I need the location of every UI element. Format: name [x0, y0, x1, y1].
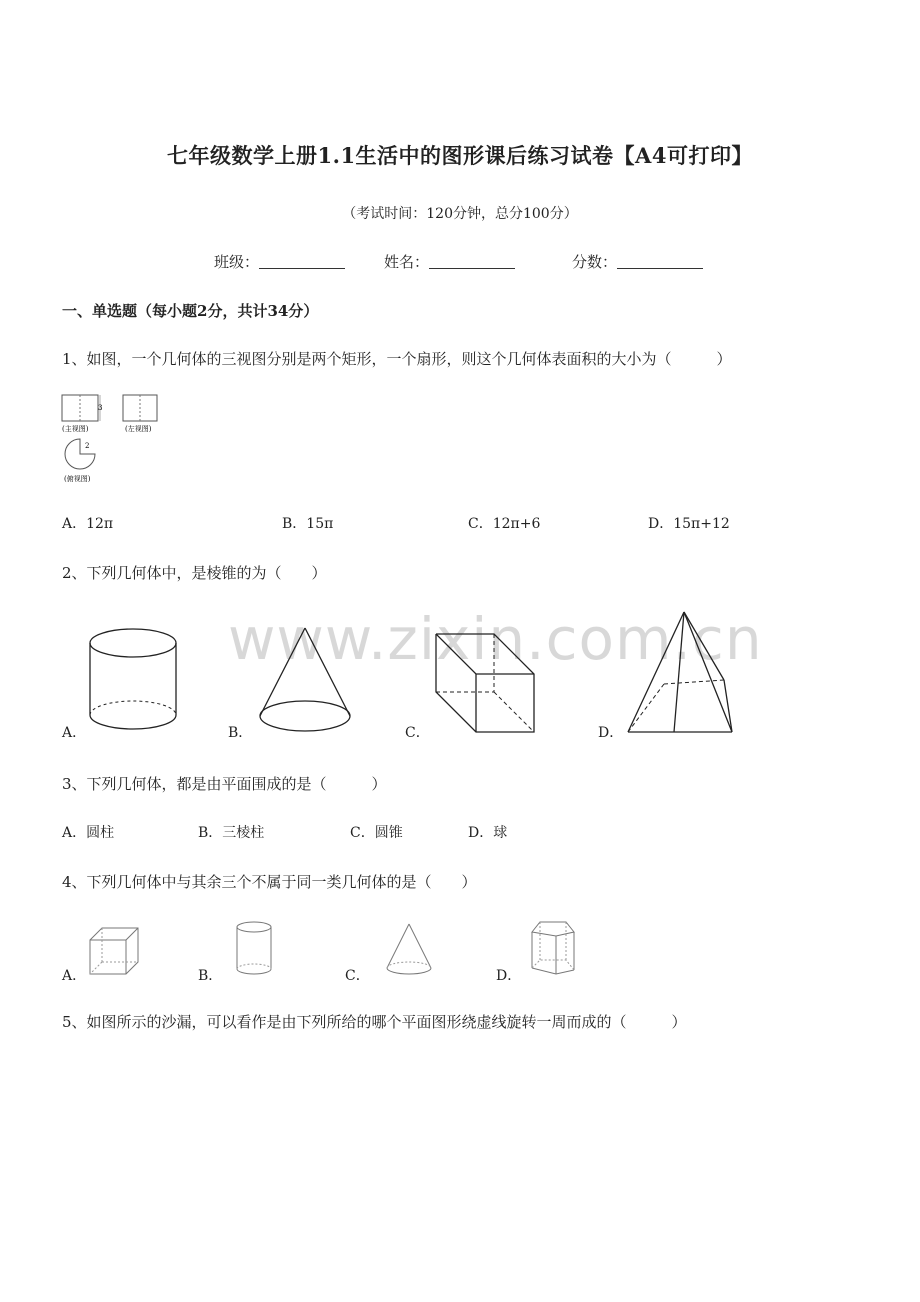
class-label: 班级： — [214, 253, 260, 271]
q3-option-d[interactable]: D．球 — [468, 825, 508, 841]
q4-option-a[interactable]: A． — [62, 968, 87, 984]
top-view-sector — [65, 439, 95, 469]
name-field[interactable] — [384, 251, 515, 272]
q1-option-c[interactable]: C．12π+6 — [468, 516, 541, 532]
front-dim-3: 3 — [98, 404, 103, 412]
class-blank[interactable] — [259, 254, 345, 269]
q1-option-d[interactable]: D．15π+12 — [648, 516, 730, 532]
q4-cylinder-figure — [234, 920, 274, 978]
class-field[interactable] — [214, 251, 345, 272]
q4-prism-figure — [530, 920, 576, 978]
score-label: 分数： — [572, 253, 618, 271]
q1-option-b[interactable]: B．15π — [282, 516, 334, 532]
left-view-label: (左视图) — [125, 425, 152, 433]
q1-option-a[interactable]: A．12π — [62, 516, 114, 532]
question-3: 3、下列几何体，都是由平面围成的是（ ） — [62, 775, 387, 793]
score-blank[interactable] — [617, 254, 703, 269]
name-label: 姓名： — [384, 253, 430, 271]
q1-three-views-figure — [60, 392, 170, 487]
score-field[interactable] — [572, 251, 703, 272]
q2-option-d[interactable]: D． — [598, 725, 624, 741]
q4-option-b[interactable]: B． — [198, 968, 223, 984]
page-title: 七年级数学上册1.1生活中的图形课后练习试卷【A4可打印】 — [167, 143, 753, 168]
question-1: 1、如图，一个几何体的三视图分别是两个矩形，一个扇形，则这个几何体表面积的大小为（ ） — [62, 350, 732, 368]
question-2: 2、下列几何体中，是棱锥的为（ ） — [62, 564, 327, 582]
q3-option-c[interactable]: C．圆锥 — [350, 825, 403, 841]
q2-option-c[interactable]: C． — [405, 725, 430, 741]
top-view-label: (俯视图) — [64, 475, 91, 483]
q3-option-a[interactable]: A．圆柱 — [62, 825, 115, 841]
front-view-label: (主视图) — [62, 425, 89, 433]
q2-option-b[interactable]: B． — [228, 725, 253, 741]
question-5: 5、如图所示的沙漏，可以看作是由下列所给的哪个平面图形绕虚线旋转一周而成的（ ） — [62, 1013, 687, 1031]
q2-option-a[interactable]: A． — [62, 725, 87, 741]
q3-option-b[interactable]: B．三棱柱 — [198, 825, 265, 841]
q2-cuboid-figure — [432, 630, 538, 736]
top-dim-2: 2 — [85, 442, 90, 450]
exam-subtitle: （考试时间：120分钟，总分100分） — [342, 206, 578, 222]
question-4: 4、下列几何体中与其余三个不属于同一类几何体的是（ ） — [62, 873, 477, 891]
q4-cube-figure — [88, 926, 142, 976]
section-heading: 一、单选题（每小题2分，共计34分） — [62, 302, 319, 320]
name-blank[interactable] — [429, 254, 515, 269]
q4-option-c[interactable]: C． — [345, 968, 370, 984]
q4-option-d[interactable]: D． — [496, 968, 522, 984]
q2-pyramid-figure — [624, 610, 738, 736]
q4-cone-figure — [384, 922, 434, 978]
q2-cylinder-figure — [88, 627, 178, 733]
watermark: www.zixin.com.cn — [228, 605, 763, 673]
q2-cone-figure — [256, 626, 354, 734]
